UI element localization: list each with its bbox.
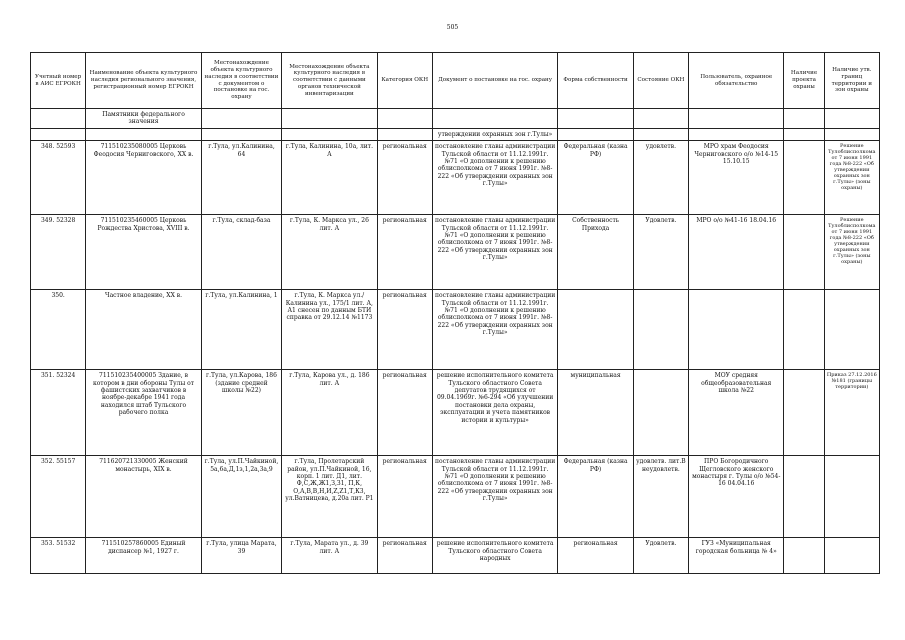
cell-project [784,370,824,456]
cell-name: Частное владение, XX в. [86,290,202,370]
cell-zones [824,290,879,370]
continuation-row [31,128,880,140]
cell-document: постановление главы администрации Тульской области от 11.12.1991г. №71 «О дополнении к решению облисполкома от 7 июня 1991г. №8-222 «Об утверждении охранных зон г.Тулы» [432,215,558,290]
cell-zones [824,538,879,574]
cell-category: региональная [377,370,432,456]
table-row [31,456,880,538]
col-header-document: Документ о постановке на гос. охрану [432,53,558,109]
cell-location-doc: г.Тула, склад-база [201,215,281,290]
cell-egrokn: 352. 55157 [31,456,86,538]
cell-category: региональная [377,215,432,290]
cell-user: МРО храм Феодосия Черниговского о/о №14-15 15.10.15 [689,141,784,215]
cell-zones [824,456,879,538]
cell-document: решение исполнительного комитета Тульского областного Совета народных [432,538,558,574]
cell-name: 711510235400005 Здание, в котором в дни обороны Тулы от фашистских захватчиков в ноябре-декабре 1941 года находился штаб Тульского рабочего полка [86,370,202,456]
table-row [31,370,880,456]
cell-zones: Приказ 27.12.2016 №181 (границы территории) [824,370,879,456]
cell-ownership: Федеральная (казна РФ) [558,456,633,538]
cell-user [689,290,784,370]
cell-state: удовлетв. лит.В неудовлетв. [633,456,688,538]
cell-category: региональная [377,141,432,215]
cell-document: решение исполнительного комитета Тульского областного Совета депутатов трудящихся от 09.04.1969г. №6-294 «Об улучшении постановки дела охраны, эксплуатации и учета памятников истории и культуры» [432,370,558,456]
cell-user: ГУЗ «Муниципальная городская больница № 4» [689,538,784,574]
cell-egrokn: 348. 52593 [31,141,86,215]
cell-name: 711510235460005 Церковь Рождества Христова, XVIII в. [86,215,202,290]
cell-location-doc: г.Тула, улица Марата, 39 [201,538,281,574]
cell-name: 711510257860005 Единый диспансер №1, 1927 г. [86,538,202,574]
col-header-state: Состояние ОКН [633,53,688,109]
subheader-federal: Памятники федерального значения [86,109,202,129]
cell-zones: Решение Тулоблисполкома от 7 июня 1991 года №8-222 «Об утверждении охранных зон г.Тулы» (зоны охраны) [824,215,879,290]
col-header-project: Наличие проекта охраны [784,53,824,109]
cell-location-bti: г.Тула, Марата ул., д. 39 лит. А [282,538,377,574]
table-row [31,538,880,574]
cell-project [784,456,824,538]
subheader-row [31,109,880,129]
cell-ownership: муниципальная [558,370,633,456]
col-header-location-doc: Местонахождение объекта культурного наследия в соответствии с документом о постановке на гос. охрану [201,53,281,109]
cell-location-doc: г.Тула, ул.Карова, 186 (здание средней школы №22) [201,370,281,456]
cell-egrokn: 351. 52324 [31,370,86,456]
cell-project [784,290,824,370]
header-row [31,53,880,109]
cell-location-doc: г.Тула, ул.Калинина, 64 [201,141,281,215]
cell-location-bti: г.Тула, Калинина, 10а, лит. А [282,141,377,215]
cell-user: ПРО Богородичного Щегловского женского монастыря г. Тулы о/о №54-16 04.04.16 [689,456,784,538]
table-row [31,215,880,290]
cell-ownership: Федеральная (казна РФ) [558,141,633,215]
cell-location-bti: г.Тула, К. Маркса ул., 26 лит. А [282,215,377,290]
cell-category: региональная [377,538,432,574]
cell-project [784,215,824,290]
cell-location-bti: г.Тула, Пролетарский район, ул.П.Чайкиной, 16, корп. 1 лит. Д1, лит. Ф,С,Ж,Ж1,З,З1, П,К, О,А,В,В,Н,И,Z,Z1,Т,К3, ул.Ватницева, д.20а лит. Р1 [282,456,377,538]
heritage-register-table [30,52,880,574]
col-header-name: Наименование объекта культурного наследия регионального значения, регистрационный номер ЕГРОКН [86,53,202,109]
cell-project [784,141,824,215]
col-header-zones: Наличие утв. границ территории и зон охраны [824,53,879,109]
cell-category: региональная [377,456,432,538]
cell-name: 711620721330005 Женский монастырь, XIX в. [86,456,202,538]
table-row [31,141,880,215]
cell-ownership [558,290,633,370]
cell-document: постановление главы администрации Тульской области от 11.12.1991г. №71 «О дополнении к решению облисполкома от 7 июня 1991г. №8-222 «Об утверждении охранных зон г.Тулы» [432,141,558,215]
cell-egrokn: 353. 51532 [31,538,86,574]
cell-location-bti: г.Тула, К. Маркса ул./Калинина ул., 175/1 лит. А, А1 снесен по данным БТИ справка от 29.12.14 №1173 [282,290,377,370]
cell-project [784,538,824,574]
cell-state: Удовлетв. [633,215,688,290]
cell-ownership: Собственность Прихода [558,215,633,290]
page-number: 505 [446,24,459,31]
cell-state [633,370,688,456]
col-header-user: Пользователь, охранное обязательство [689,53,784,109]
cell-zones: Решение Тулоблисполкома от 7 июня 1991 года №8-222 «Об утверждении охранных зон г.Тулы» (зоны охраны) [824,141,879,215]
cell-category: региональная [377,290,432,370]
col-header-ownership: Форма собственности [558,53,633,109]
cell-location-bti: г.Тула, Карова ул., д. 186 лит. А [282,370,377,456]
table-row [31,290,880,370]
cell-state: Удовлетв. [633,538,688,574]
cell-document: постановление главы администрации Тульской области от 11.12.1991г. №71 «О дополнении к решению облисполкома от 7 июня 1991г. №8-222 «Об утверждении охранных зон г.Тулы» [432,290,558,370]
col-header-egrokn: Учетный номер в АИС ЕГРОКН [31,53,86,109]
continuation-document: утверждении охранных зон г.Тулы» [432,128,558,140]
cell-user: МРО о/о №41-16 18.04.16 [689,215,784,290]
cell-egrokn: 350. [31,290,86,370]
cell-location-doc: г.Тула, ул.Калинина, 1 [201,290,281,370]
cell-egrokn: 349. 52328 [31,215,86,290]
cell-state: удовлетв. [633,141,688,215]
col-header-category: Категория ОКН [377,53,432,109]
cell-location-doc: г.Тула, ул.П.Чайкиной, 5а,6а,Д,1з,1,2а,3а,9 [201,456,281,538]
cell-state [633,290,688,370]
cell-document: постановление главы администрации Тульской области от 11.12.1991г. №71 «О дополнении к решению облисполкома от 7 июня 1991г. №8-222 «Об утверждении охранных зон г.Тулы» [432,456,558,538]
col-header-location-bti: Местонахождение объекта культурного наследия в соответствии с данными органов технической инвентаризации [282,53,377,109]
cell-user: МОУ средняя общеобразовательная школа №22 [689,370,784,456]
cell-name: 711510235080005 Церковь Феодосия Черниговского, XX в. [86,141,202,215]
cell-ownership: региональная [558,538,633,574]
